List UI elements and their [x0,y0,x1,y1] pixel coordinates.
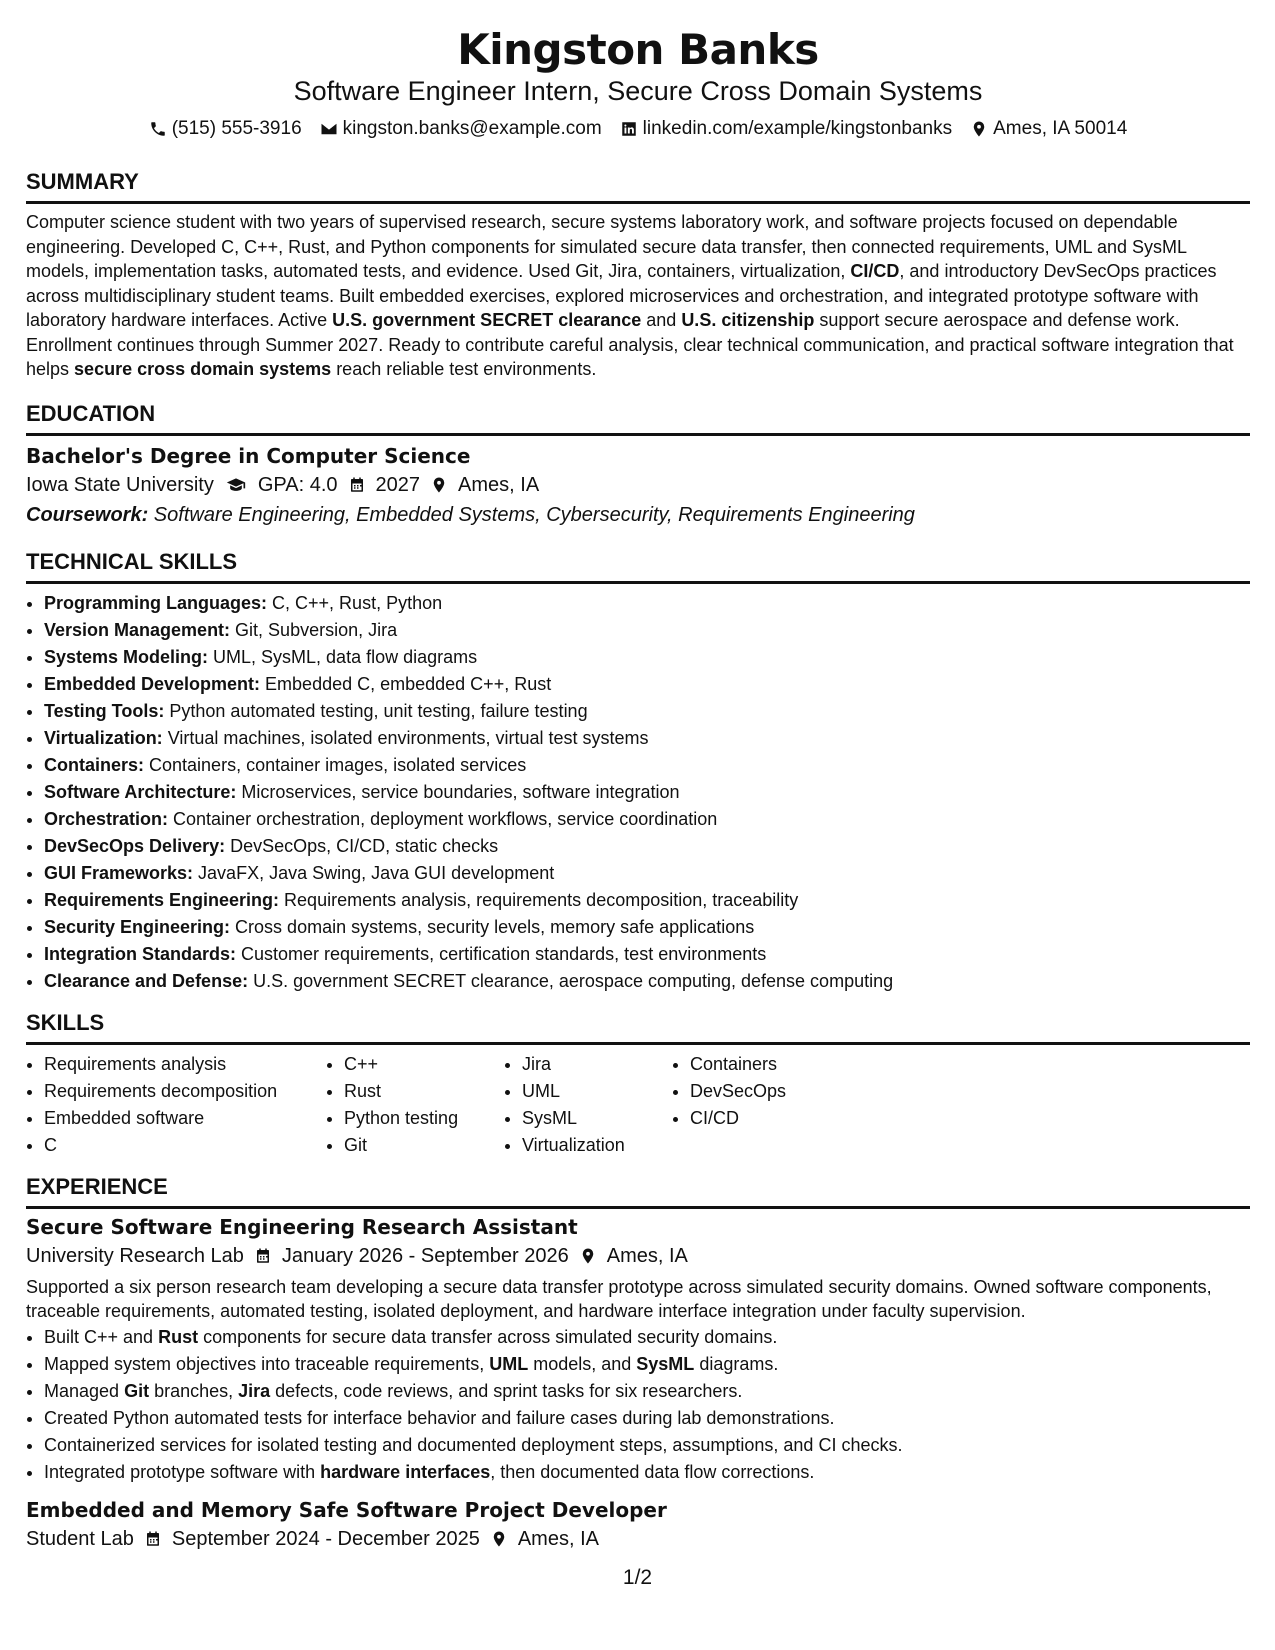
summary-text: Computer science student with two years of supervised research, secure systems laboratory work, and software projects focused on dependable engineering. Developed C, C++, Rust, and Python components for simulated secure data transfer, then connected requirements, UML and SysML models, implementation tasks, automated tests, and evidence. Used Git, Jira, containers, virtualization, CI/CD, and introductory DevSecOps practices across multidisciplinary student teams. Built embedded exercises, explored microservices and orchestration, and integrated prototype software with laboratory hardware interfaces. Active U.S. government SECRET clearance and U.S. citizenship support secure aerospace and defense work. Enrollment continues through Summer 2027. Ready to contribute careful analysis, clear technical communication, and practical software integration that helps secure cross domain systems reach reliable test environments. [26,212,1234,379]
list-item: • Clearance and Defense: U.S. government SECRET clearance, aerospace computing, defense computing [44,968,1250,995]
phone-text: (515) 555-3916 [171,118,302,139]
skills-column [326,1051,504,1159]
coursework-line: Coursework: Software Engineering, Embedded Systems, Cybersecurity, Requirements Engineering [26,503,915,526]
graduation-year: 2027 [375,473,421,496]
page-number: 1/2 [622,1566,653,1589]
list-item: • Orchestration: Container orchestration, deployment workflows, service coordination [44,806,1250,833]
skills-grid [26,1051,1250,1159]
list-item: • Built C++ and Rust components for secure data transfer across simulated security domains. [44,1324,1250,1351]
location-text: Ames, IA 50014 [993,118,1128,139]
skills-column [672,1051,890,1159]
job-meta [26,1241,1250,1271]
list-item: • Managed Git branches, Jira defects, code reviews, and sprint tasks for six researchers. [44,1378,1250,1405]
skills-section [26,1009,1250,1159]
skills-column [504,1051,672,1159]
list-item: • UML [522,1078,672,1105]
list-item: • Virtualization: Virtual machines, isolated environments, virtual test systems [44,725,1250,752]
section-divider [26,1042,1250,1045]
list-item: • CI/CD [690,1105,890,1132]
job-bullets [26,1324,1250,1486]
list-item: • Python testing [344,1105,504,1132]
calendar-icon [254,1247,272,1265]
section-divider [26,201,1250,204]
list-item: • DevSecOps [690,1078,890,1105]
list-item: • Security Engineering: Cross domain systems, security levels, memory safe applications [44,914,1250,941]
gpa-text: GPA: 4.0 [257,473,338,496]
section-title-skills: SKILLS [26,1009,105,1035]
school-name: Iowa State University [26,473,214,496]
section-title-technical-skills: TECHNICAL SKILLS [26,548,238,574]
job-dates: September 2024 - December 2025 [171,1527,480,1550]
job-location: Ames, IA [606,1244,688,1267]
job-title: Embedded and Memory Safe Software Project Developer [26,1497,667,1522]
list-item: • Embedded Development: Embedded C, embedded C++, Rust [44,671,1250,698]
linkedin-text[interactable]: linkedin.com/example/kingstonbanks [642,118,953,139]
list-item: • Embedded software [44,1105,326,1132]
list-item: • DevSecOps Delivery: DevSecOps, CI/CD, static checks [44,833,1250,860]
list-item: • Requirements decomposition [44,1078,326,1105]
employer-name: Student Lab [26,1527,134,1550]
list-item: • Systems Modeling: UML, SysML, data flow diagrams [44,644,1250,671]
graduation-cap-icon [224,475,248,495]
map-pin-icon [490,1530,508,1548]
education-meta [26,470,1250,500]
job-title: Secure Software Engineering Research Assistant [26,1214,578,1239]
contact-row [26,116,1250,142]
list-item: • C++ [344,1051,504,1078]
list-item: • GUI Frameworks: JavaFX, Java Swing, Java GUI development [44,860,1250,887]
list-item: • Virtualization [522,1132,672,1159]
list-item: • Requirements Engineering: Requirements analysis, requirements decomposition, traceability [44,887,1250,914]
list-item: • Integration Standards: Customer requirements, certification standards, test environments [44,941,1250,968]
contact-location [970,116,1127,142]
technical-skills-section [26,548,1250,995]
employer-name: University Research Lab [26,1244,244,1267]
section-title-education: EDUCATION [26,400,156,426]
list-item: • Containers [690,1051,890,1078]
job-location: Ames, IA [517,1527,599,1550]
experience-section [26,1173,1250,1554]
resume-header [26,0,1250,142]
education-section [26,400,1250,530]
section-divider [26,433,1250,436]
job-meta [26,1524,1250,1554]
list-item: • Jira [522,1051,672,1078]
resume-page [26,0,1250,1554]
envelope-icon [320,120,338,138]
job-summary: Supported a six person research team developing a secure data transfer prototype across simulated security domains. Owned software components, traceable requirements, automated testing, isolated deployment, and hardware interface integration under faculty supervision. [26,1276,1212,1321]
list-item: • Programming Languages: C, C++, Rust, Python [44,590,1250,617]
calendar-icon [348,476,366,494]
list-item: • Version Management: Git, Subversion, Jira [44,617,1250,644]
contact-email[interactable] [320,116,602,142]
list-item: • Requirements analysis [44,1051,326,1078]
contact-linkedin[interactable] [620,116,952,142]
list-item: • Containers: Containers, container images, isolated services [44,752,1250,779]
list-item: • Git [344,1132,504,1159]
map-pin-icon [970,120,988,138]
list-item: • Rust [344,1078,504,1105]
map-pin-icon [579,1247,597,1265]
skills-column [26,1051,326,1159]
map-pin-icon [430,476,448,494]
technical-skills-list [26,590,1250,995]
candidate-name: Kingston Banks [457,25,819,74]
section-title-summary: SUMMARY [26,169,139,194]
section-divider [26,1206,1250,1209]
job-dates: January 2026 - September 2026 [281,1244,569,1267]
linkedin-icon [620,120,638,138]
contact-phone [149,116,302,142]
summary-section [26,168,1250,382]
list-item: • Mapped system objectives into traceable requirements, UML models, and SysML diagrams. [44,1351,1250,1378]
list-item: • C [44,1132,326,1159]
list-item: • Integrated prototype software with hardware interfaces, then documented data flow corrections. [44,1459,1250,1486]
school-location: Ames, IA [458,473,540,496]
list-item: • Created Python automated tests for interface behavior and failure cases during lab demonstrations. [44,1405,1250,1432]
phone-icon [149,120,167,138]
section-divider [26,581,1250,584]
calendar-icon [144,1530,162,1548]
candidate-headline: Software Engineer Intern, Secure Cross Domain Systems [293,76,983,106]
email-text[interactable]: kingston.banks@example.com [342,118,602,139]
list-item: • Containerized services for isolated testing and documented deployment steps, assumptions, and CI checks. [44,1432,1250,1459]
list-item: • SysML [522,1105,672,1132]
list-item: • Software Architecture: Microservices, service boundaries, software integration [44,779,1250,806]
list-item: • Testing Tools: Python automated testing, unit testing, failure testing [44,698,1250,725]
section-title-experience: EXPERIENCE [26,1173,168,1199]
degree-title: Bachelor's Degree in Computer Science [26,443,471,468]
